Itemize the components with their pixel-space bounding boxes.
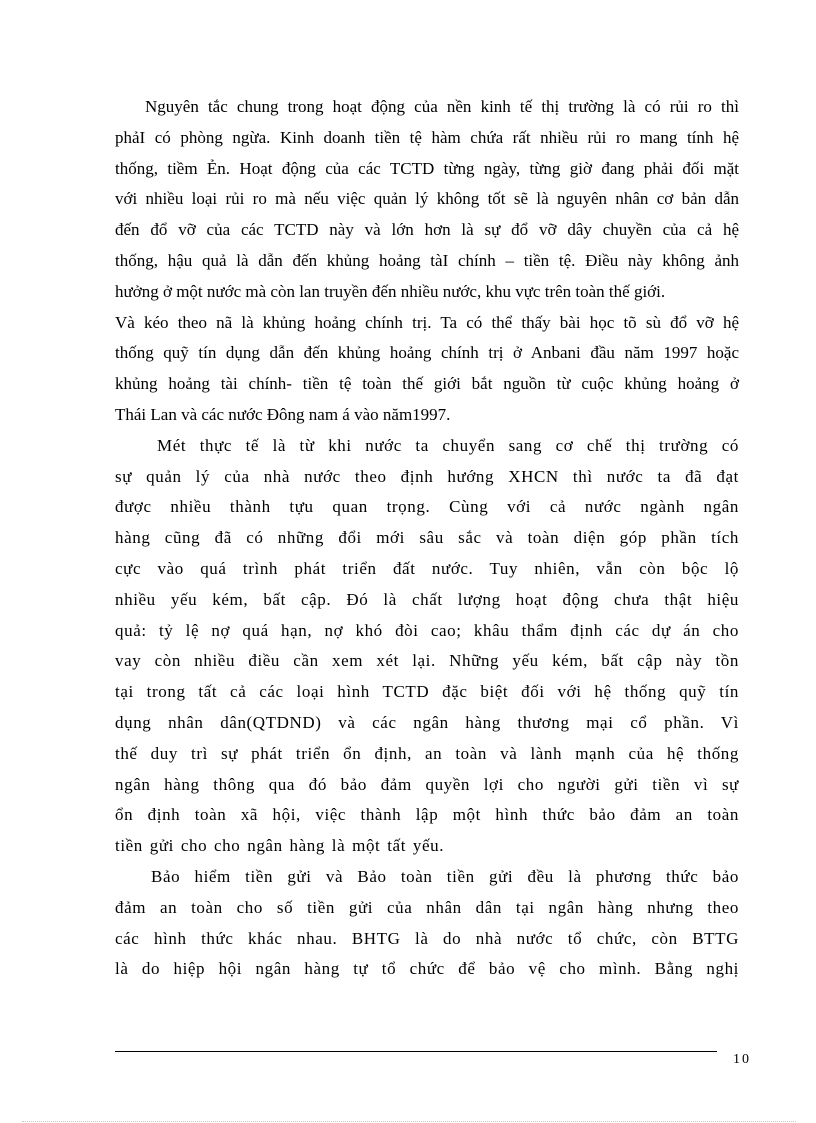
- paragraph-line: hưởng ở một nước mà còn lan truyền đến nhiều nước, khu vực trên toàn thế giới.: [115, 281, 666, 301]
- paragraph-line: Thái Lan và các nước Đông nam á vào năm1997.: [115, 404, 451, 424]
- paragraph-line: khủng hoảng tài chính- tiền tệ toàn thế giới bắt nguồn từ cuộc khủng hoảng ở: [115, 374, 739, 394]
- page-number: 10: [733, 1052, 751, 1067]
- paragraph-2: [115, 431, 739, 862]
- paragraph-line: phảI có phòng ngừa. Kinh doanh tiền tệ hàm chứa rất nhiều rủi ro mang tính hệ: [115, 127, 739, 147]
- paragraph-line: quả: tỷ lệ nợ quá hạn, nợ khó đòi cao; khâu thẩm định các dự án cho: [115, 620, 739, 640]
- body-text: [115, 92, 739, 985]
- paragraph-line: tại trong tất cả các loại hình TCTD đặc biệt đối với hệ thống quỹ tín: [115, 682, 739, 702]
- paragraph-line: đến đổ vỡ của các TCTD này và lớn hơn là sự đổ vỡ dây chuyền của cả hệ: [115, 220, 739, 240]
- paragraph-line: Nguyên tắc chung trong hoạt động của nền kinh tế thị trường là có rủi ro thì: [145, 97, 739, 116]
- paragraph-1: [115, 92, 739, 431]
- paragraph-line: thống, hậu quả là dẫn đến khủng hoảng tàI chính – tiền tệ. Điều này không ảnh: [115, 250, 739, 270]
- paragraph-line: dụng nhân dân(QTDND) và các ngân hàng thương mại cổ phần. Vì: [115, 712, 739, 732]
- paragraph-line: Bảo hiểm tiền gửi và Bảo toàn tiền gửi đều là phương thức bảo: [151, 866, 739, 886]
- footer-rule: [115, 1051, 717, 1052]
- paragraph-line: sự quản lý của nhà nước theo định hướng XHCN thì nước ta đã đạt: [115, 466, 739, 486]
- paragraph-line: cực vào quá trình phát triển đất nước. Tuy nhiên, vẫn còn bộc lộ: [115, 558, 739, 578]
- paragraph-line: ngân hàng thông qua đó bảo đảm quyền lợi cho người gửi tiền vì sự: [115, 774, 739, 794]
- paragraph-3: [115, 862, 739, 985]
- page-edge-divider: [22, 1121, 796, 1122]
- paragraph-line: đảm an toàn cho số tiền gửi của nhân dân tại ngân hàng nhưng theo: [115, 897, 739, 917]
- paragraph-line: là do hiệp hội ngân hàng tự tổ chức để bảo vệ cho mình. Bằng nghị: [115, 959, 739, 979]
- paragraph-line: với nhiều loại rủi ro mà nếu việc quản lý không tốt sẽ là nguyên nhân cơ bản dẫn: [115, 189, 739, 209]
- paragraph-line: nhiều yếu kém, bất cập. Đó là chất lượng hoạt động chưa thật hiệu: [115, 589, 739, 609]
- paragraph-line: được nhiều thành tựu quan trọng. Cùng với cả nước ngành ngân: [115, 497, 739, 517]
- paragraph-line: Và kéo theo nã là khủng hoảng chính trị. Ta có thể thấy bài học tõ sù đổ vỡ hệ: [115, 312, 739, 332]
- paragraph-line: tiền gửi cho cho ngân hàng là một tất yếu.: [115, 836, 445, 856]
- paragraph-line: thống, tiềm Ẻn. Hoạt động của các TCTD từng ngày, từng giờ đang phải đối mặt: [115, 158, 739, 178]
- paragraph-line: hàng cũng đã có những đổi mới sâu sắc và toàn diện góp phần tích: [115, 528, 739, 548]
- paragraph-line: ổn định toàn xã hội, việc thành lập một hình thức bảo đảm an toàn: [115, 805, 739, 825]
- paragraph-line: thế duy trì sự phát triển ổn định, an toàn và lành mạnh của hệ thống: [115, 743, 739, 763]
- paragraph-line: các hình thức khác nhau. BHTG là do nhà nước tổ chức, còn BTTG: [115, 928, 739, 948]
- paragraph-line: vay còn nhiều điều cần xem xét lại. Những yếu kém, bất cập này tồn: [115, 651, 739, 671]
- paragraph-line: thống quỹ tín dụng dẫn đến khủng hoảng chính trị ở Anbani đầu năm 1997 hoặc: [115, 343, 739, 363]
- paragraph-line: Mét thực tế là từ khi nước ta chuyển sang cơ chế thị trường có: [157, 435, 739, 455]
